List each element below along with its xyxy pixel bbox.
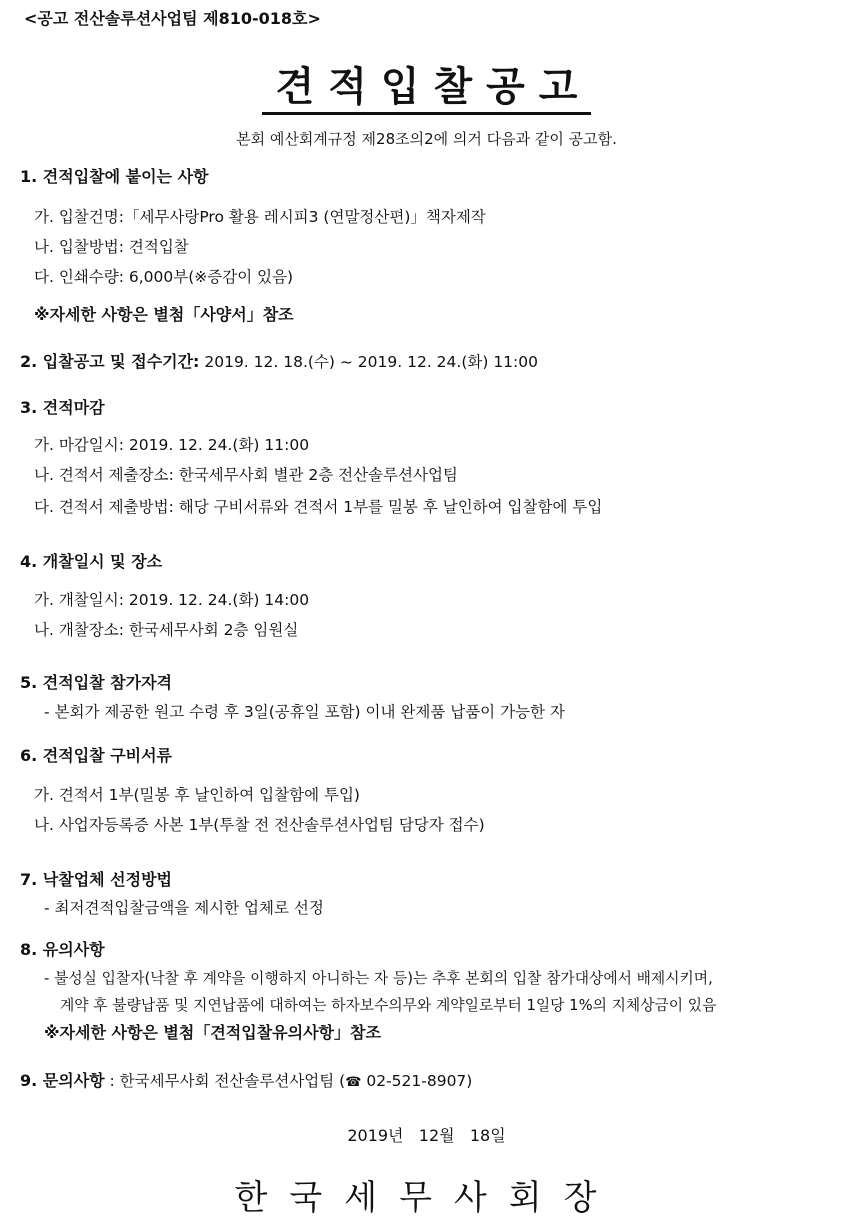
section-8-heading: 8. 유의사항 xyxy=(20,940,105,959)
section-6-item-b: 나. 사업자등록증 사본 1부(투찰 전 전산솔루션사업팀 담당자 접수) xyxy=(34,816,485,834)
phone-icon: ☎ xyxy=(345,1075,362,1090)
section-1-item-a: 가. 입찰건명:「세무사랑Pro 활용 레시피3 (연말정산편)」책자제작 xyxy=(34,208,486,226)
section-7-heading: 7. 낙찰업체 선정방법 xyxy=(20,870,172,889)
section-3-item-a: 가. 마감일시: 2019. 12. 24.(화) 11:00 xyxy=(34,436,310,454)
section-2 xyxy=(20,351,538,373)
section-7-item: - 최저견적입찰금액을 제시한 업체로 선정 xyxy=(44,899,324,917)
section-3-heading: 3. 견적마감 xyxy=(20,398,105,417)
section-3-item-c: 다. 견적서 제출방법: 해당 구비서류와 견적서 1부를 밀봉 후 날인하여 입찰함에 투입 xyxy=(34,498,603,516)
section-8-note: ※자세한 사항은 별첨「견적입찰유의사항」참조 xyxy=(44,1023,381,1042)
section-6-item-a: 가. 견적서 1부(밀봉 후 날인하여 입찰함에 투입) xyxy=(34,786,360,804)
section-2-value: 2019. 12. 18.(수) ~ 2019. 12. 24.(화) 11:00 xyxy=(199,353,538,371)
section-8-item-2: 계약 후 불량납품 및 지연납품에 대하여는 하자보수의무와 계약일로부터 1일당 1%의 지체상금이 있음 xyxy=(60,997,717,1014)
section-4-heading: 4. 개찰일시 및 장소 xyxy=(20,552,163,571)
section-9-heading: 9. 문의사항 xyxy=(20,1071,105,1090)
section-2-heading: 2. 입찰공고 및 접수기간: xyxy=(20,352,200,371)
section-5-item: - 본회가 제공한 원고 수령 후 3일(공휴일 포함) 이내 완제품 납품이 가능한 자 xyxy=(44,703,565,721)
section-9 xyxy=(20,1070,472,1094)
section-5-heading: 5. 견적입찰 참가자격 xyxy=(20,673,172,692)
signature: 한국세무사회장 xyxy=(234,1178,619,1218)
section-9-value: : 한국세무사회 전산솔루션사업팀 ( xyxy=(104,1072,346,1090)
intro-text: 본회 예산회계규정 제28조의2에 의거 다음과 같이 공고함. xyxy=(236,130,617,148)
section-1-item-c: 다. 인쇄수량: 6,000부(※증감이 있음) xyxy=(34,268,294,286)
section-1-note: ※자세한 사항은 별첨「사양서」참조 xyxy=(34,305,294,324)
section-1-heading: 1. 견적입찰에 붙이는 사항 xyxy=(20,167,209,186)
document-title-text: 견적입찰공고 xyxy=(262,64,592,115)
notice-date: 2019년 12월 18일 xyxy=(347,1126,506,1145)
notice-number: <공고 전산솔루션사업팀 제810-018호> xyxy=(24,9,321,28)
section-9-phone: 02-521-8907) xyxy=(361,1072,473,1090)
section-4-item-a: 가. 개찰일시: 2019. 12. 24.(화) 14:00 xyxy=(34,591,310,609)
section-3-item-b: 나. 견적서 제출장소: 한국세무사회 별관 2층 전산솔루션사업팀 xyxy=(34,466,458,484)
section-1-item-b: 나. 입찰방법: 견적입찰 xyxy=(34,238,189,256)
section-8-item-1: - 불성실 입찰자(낙찰 후 계약을 이행하지 아니하는 자 등)는 추후 본회의 입찰 참가대상에서 배제시키며, xyxy=(44,970,713,987)
document-title xyxy=(0,62,853,112)
section-6-heading: 6. 견적입찰 구비서류 xyxy=(20,746,172,765)
section-4-item-b: 나. 개찰장소: 한국세무사회 2층 임원실 xyxy=(34,621,299,639)
